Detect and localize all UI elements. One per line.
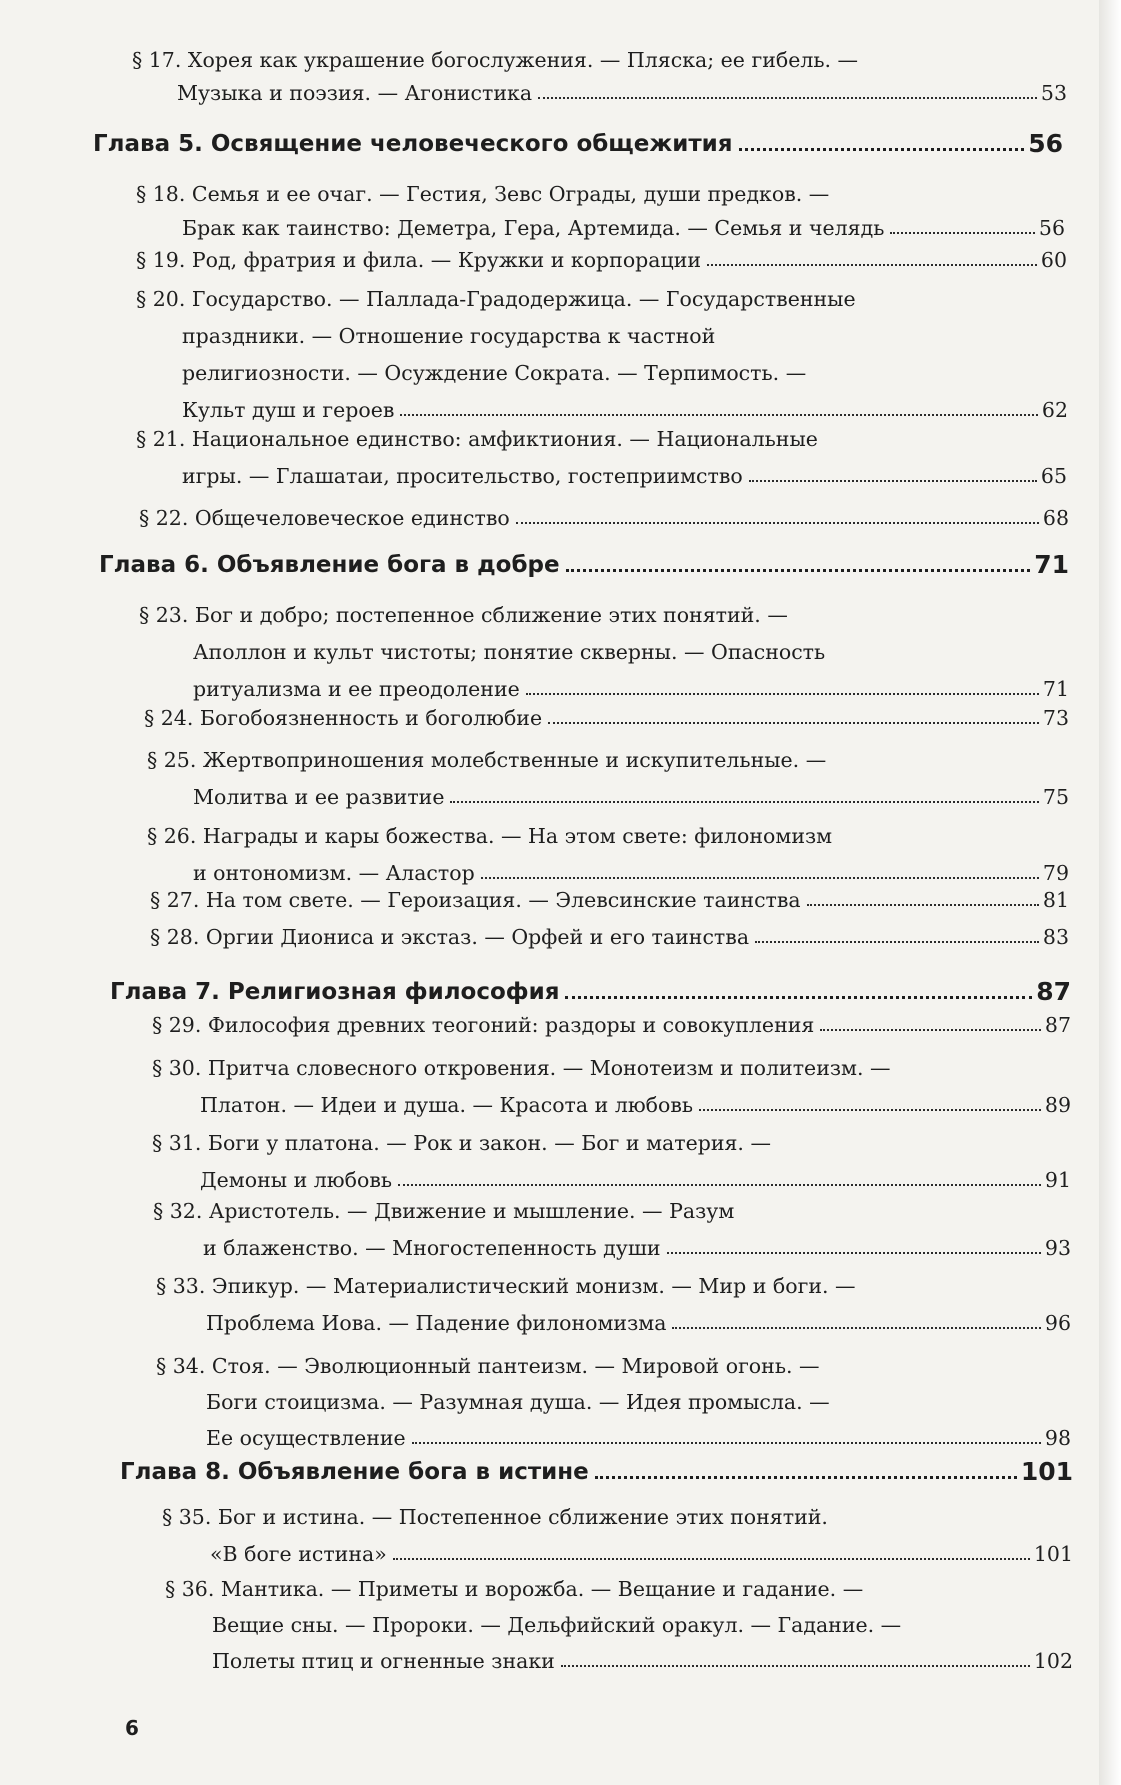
page-number: 87 [1036,977,1071,1006]
entry-line: § 31. Боги у платона. — Рок и закон. — Бог и материя. — [152,1131,771,1155]
page-number: 71 [1042,677,1069,701]
dot-leader [566,569,1031,572]
dot-leader [526,693,1039,695]
page-number: 68 [1042,506,1069,530]
entry-line: § 26. Награды и кары божества. — На этом свете: филономизм [147,824,833,848]
entry-line: § 24. Богобоязненность и боголюбие [144,706,543,730]
entry-line: Ее осуществление [206,1426,406,1450]
page-number: 56 [1028,129,1063,158]
entry-line: § 33. Эпикур. — Материалистический монизм. — Мир и боги. — [156,1274,856,1298]
dot-leader [548,722,1039,724]
entry-line: § 22. Общечеловеческое единство [139,506,510,530]
page-number: 62 [1041,398,1068,422]
entry-line: § 29. Философия древних теогоний: раздоры и совокупления [152,1013,815,1037]
entry-line: и блаженство. — Многостепенность души [203,1236,661,1260]
page-number: 60 [1040,248,1067,272]
entry-line: Аполлон и культ чистоты; понятие скверны. — Опасность [193,640,826,664]
entry-line: § 20. Государство. — Паллада-Градодержица. — Государственные [136,287,856,311]
toc-chapter-7[interactable] [0,978,1121,1008]
page-number: 98 [1044,1426,1071,1450]
page-number: 87 [1044,1013,1071,1037]
page-number: 96 [1044,1311,1071,1335]
entry-line: § 21. Национальное единство: амфиктиония. — Национальные [136,427,818,451]
dot-leader [890,232,1035,234]
page-number: 89 [1044,1093,1071,1117]
dot-leader [450,801,1038,803]
page-number: 79 [1042,861,1069,885]
chapter-title: Глава 7. Религиозная философия [110,979,560,1005]
dot-leader [538,97,1037,99]
entry-line: § 32. Аристотель. — Движение и мышление. — Разум [153,1199,735,1223]
dot-leader [516,522,1039,524]
chapter-title: Глава 5. Освящение человеческого общежития [93,131,733,157]
dot-leader [699,1109,1041,1111]
entry-line: Проблема Иова. — Падение филономизма [206,1311,667,1335]
dot-leader [481,877,1039,879]
entry-line: § 36. Мантика. — Приметы и ворожба. — Вещание и гадание. — [165,1577,864,1601]
toc-chapter-6[interactable] [0,551,1121,581]
toc-chapter-8[interactable] [0,1458,1121,1488]
entry-line: Культ душ и героев [182,398,395,422]
page-number: 83 [1042,925,1069,949]
page-number: 102 [1033,1649,1073,1673]
dot-leader [400,414,1037,416]
page-number: 81 [1042,888,1069,912]
dot-leader [565,996,1032,999]
dot-leader [672,1327,1040,1329]
page-number: 101 [1020,1457,1073,1486]
dot-leader [667,1252,1041,1254]
folio-page-number: 6 [125,1716,139,1740]
dot-leader [755,941,1039,943]
entry-line: § 19. Род, фратрия и фила. — Кружки и корпорации [136,248,702,272]
page-number: 71 [1034,550,1069,579]
chapter-title: Глава 8. Объявление бога в истине [120,1459,589,1485]
page-number: 56 [1038,216,1065,240]
entry-line: § 34. Стоя. — Эволюционный пантеизм. — Мировой огонь. — [156,1354,820,1378]
entry-line: и онтономизм. — Аластор [193,861,475,885]
dot-leader [561,1665,1030,1667]
entry-line: Молитва и ее развитие [193,785,445,809]
entry-line: Музыка и поэзия. — Агонистика [177,81,533,105]
dot-leader [749,480,1037,482]
entry-line: § 25. Жертвоприношения молебственные и искупительные. — [147,748,827,772]
entry-line: религиозности. — Осуждение Сократа. — Терпимость. — [182,361,807,385]
page-number: 93 [1044,1236,1071,1260]
entry-line: § 23. Бог и добро; постепенное сближение этих понятий. — [139,603,788,627]
entry-line: § 30. Притча словесного откровения. — Монотеизм и политеизм. — [152,1056,891,1080]
dot-leader [595,1476,1017,1479]
entry-line: Вещие сны. — Пророки. — Дельфийский оракул. — Гадание. — [212,1613,902,1637]
dot-leader [820,1029,1041,1031]
dot-leader [807,904,1039,906]
dot-leader [707,264,1037,266]
page-number: 75 [1042,785,1069,809]
page-number: 73 [1042,706,1069,730]
page-number: 101 [1033,1542,1073,1566]
page-number: 65 [1040,464,1067,488]
entry-line: § 18. Семья и ее очаг. — Гестия, Зевс Ограды, души предков. — [136,182,830,206]
entry-line: ритуализма и ее преодоление [193,677,520,701]
page-number: 53 [1040,81,1067,105]
dot-leader [412,1442,1041,1444]
entry-line: § 27. На том свете. — Героизация. — Элевсинские таинства [150,888,801,912]
chapter-title: Глава 6. Объявление бога в добре [99,552,560,578]
entry-line: праздники. — Отношение государства к частной [182,324,716,348]
entry-line: § 28. Оргии Диониса и экстаз. — Орфей и его таинства [150,925,750,949]
entry-line: § 35. Бог и истина. — Постепенное сближение этих понятий. [162,1505,828,1529]
toc-chapter-5[interactable] [0,130,1121,160]
entry-line: Полеты птиц и огненные знаки [212,1649,555,1673]
entry-line: Брак как таинство: Деметра, Гера, Артемида. — Семья и челядь [182,216,885,240]
dot-leader [398,1184,1041,1186]
page-number: 91 [1044,1168,1071,1192]
dot-leader [393,1558,1030,1560]
entry-line: Боги стоицизма. — Разумная душа. — Идея промысла. — [206,1390,830,1414]
dot-leader [739,148,1025,151]
entry-line: Демоны и любовь [200,1168,393,1192]
entry-line: игры. — Глашатаи, просительство, гостеприимство [182,464,743,488]
entry-line: «В боге истина» [210,1542,387,1566]
entry-line: Платон. — Идеи и душа. — Красота и любовь [200,1093,694,1117]
entry-line: § 17. Хорея как украшение богослужения. — Пляска; ее гибель. — [132,48,859,72]
